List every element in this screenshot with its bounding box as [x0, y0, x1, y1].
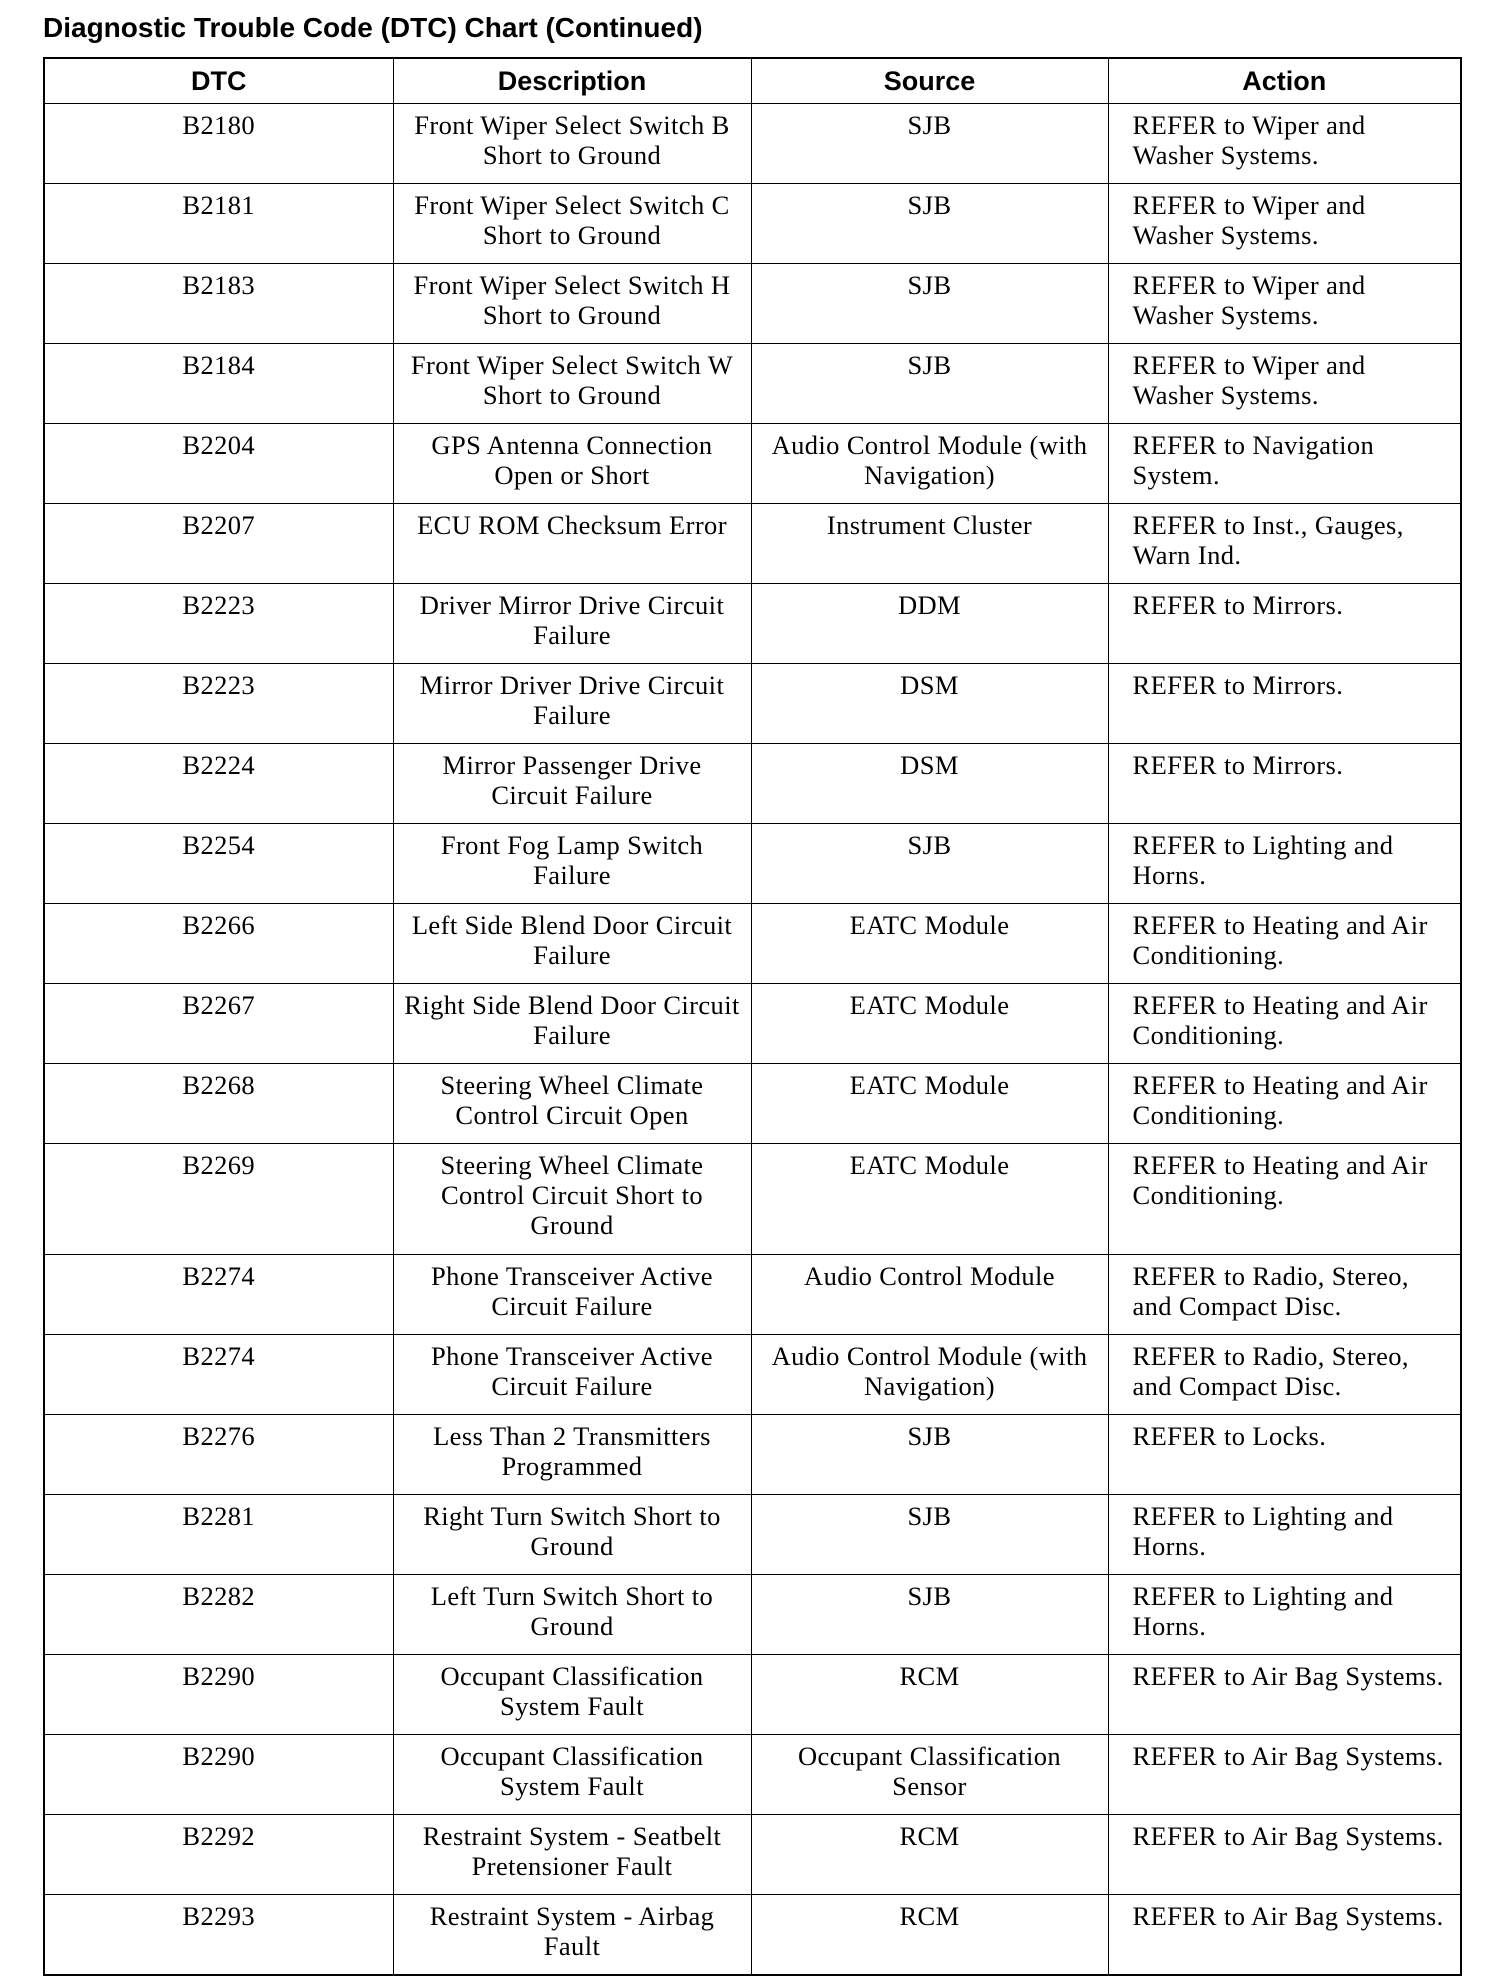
cell-dtc: B2267: [44, 984, 393, 1064]
cell-description: Mirror Driver Drive Circuit Failure: [393, 664, 751, 744]
cell-dtc: B2223: [44, 584, 393, 664]
table-row: [44, 344, 1461, 424]
cell-source: Occupant Classification Sensor: [751, 1735, 1108, 1815]
cell-dtc: B2183: [44, 264, 393, 344]
dtc-chart-table: [43, 57, 1462, 1976]
cell-source: SJB: [751, 104, 1108, 184]
table-row: [44, 1144, 1461, 1255]
cell-source: SJB: [751, 1415, 1108, 1495]
cell-action: REFER to Heating and Air Conditioning.: [1108, 984, 1461, 1064]
table-row: [44, 1735, 1461, 1815]
cell-description: Phone Transceiver Active Circuit Failure: [393, 1335, 751, 1415]
cell-dtc: B2180: [44, 104, 393, 184]
cell-action: REFER to Mirrors.: [1108, 664, 1461, 744]
cell-source: SJB: [751, 184, 1108, 264]
cell-source: Audio Control Module (with Navigation): [751, 1335, 1108, 1415]
cell-source: SJB: [751, 1495, 1108, 1575]
cell-source: Audio Control Module: [751, 1255, 1108, 1335]
cell-description: Occupant Classification System Fault: [393, 1735, 751, 1815]
cell-source: SJB: [751, 344, 1108, 424]
cell-dtc: B2276: [44, 1415, 393, 1495]
cell-description: Right Side Blend Door Circuit Failure: [393, 984, 751, 1064]
cell-action: REFER to Heating and Air Conditioning.: [1108, 904, 1461, 984]
table-row: [44, 584, 1461, 664]
cell-action: REFER to Wiper and Washer Systems.: [1108, 104, 1461, 184]
cell-source: EATC Module: [751, 1144, 1108, 1255]
table-row: [44, 1495, 1461, 1575]
cell-dtc: B2274: [44, 1255, 393, 1335]
cell-dtc: B2254: [44, 824, 393, 904]
cell-action: REFER to Wiper and Washer Systems.: [1108, 184, 1461, 264]
cell-dtc: B2184: [44, 344, 393, 424]
cell-action: REFER to Air Bag Systems.: [1108, 1895, 1461, 1976]
cell-source: EATC Module: [751, 904, 1108, 984]
table-row: [44, 1655, 1461, 1735]
cell-source: SJB: [751, 264, 1108, 344]
table-header: [44, 58, 1461, 104]
cell-dtc: B2269: [44, 1144, 393, 1255]
cell-dtc: B2281: [44, 1495, 393, 1575]
table-row: [44, 1895, 1461, 1976]
cell-description: Left Turn Switch Short to Ground: [393, 1575, 751, 1655]
table-row: [44, 1415, 1461, 1495]
cell-dtc: B2266: [44, 904, 393, 984]
cell-source: RCM: [751, 1815, 1108, 1895]
cell-action: REFER to Heating and Air Conditioning.: [1108, 1144, 1461, 1255]
cell-description: Phone Transceiver Active Circuit Failure: [393, 1255, 751, 1335]
cell-source: Instrument Cluster: [751, 504, 1108, 584]
column-header-action: Action: [1108, 58, 1461, 104]
table-row: [44, 184, 1461, 264]
cell-description: Less Than 2 Transmitters Programmed: [393, 1415, 751, 1495]
cell-dtc: B2181: [44, 184, 393, 264]
cell-description: Front Wiper Select Switch B Short to Ground: [393, 104, 751, 184]
cell-dtc: B2268: [44, 1064, 393, 1144]
cell-action: REFER to Navigation System.: [1108, 424, 1461, 504]
cell-dtc: B2292: [44, 1815, 393, 1895]
cell-action: REFER to Wiper and Washer Systems.: [1108, 264, 1461, 344]
cell-dtc: B2290: [44, 1735, 393, 1815]
table-row: [44, 264, 1461, 344]
cell-action: REFER to Lighting and Horns.: [1108, 824, 1461, 904]
cell-action: REFER to Inst., Gauges, Warn Ind.: [1108, 504, 1461, 584]
column-header-dtc: DTC: [44, 58, 393, 104]
cell-dtc: B2274: [44, 1335, 393, 1415]
table-row: [44, 744, 1461, 824]
column-header-source: Source: [751, 58, 1108, 104]
cell-description: Right Turn Switch Short to Ground: [393, 1495, 751, 1575]
cell-action: REFER to Wiper and Washer Systems.: [1108, 344, 1461, 424]
table-body: [44, 104, 1461, 1976]
cell-description: Mirror Passenger Drive Circuit Failure: [393, 744, 751, 824]
cell-action: REFER to Mirrors.: [1108, 744, 1461, 824]
cell-description: Left Side Blend Door Circuit Failure: [393, 904, 751, 984]
cell-description: Front Wiper Select Switch H Short to Ground: [393, 264, 751, 344]
table-row: [44, 424, 1461, 504]
cell-action: REFER to Air Bag Systems.: [1108, 1735, 1461, 1815]
table-row: [44, 1815, 1461, 1895]
table-row: [44, 1255, 1461, 1335]
cell-action: REFER to Air Bag Systems.: [1108, 1815, 1461, 1895]
cell-action: REFER to Locks.: [1108, 1415, 1461, 1495]
cell-source: RCM: [751, 1655, 1108, 1735]
table-row: [44, 824, 1461, 904]
cell-source: SJB: [751, 1575, 1108, 1655]
table-row: [44, 664, 1461, 744]
cell-action: REFER to Mirrors.: [1108, 584, 1461, 664]
cell-action: REFER to Heating and Air Conditioning.: [1108, 1064, 1461, 1144]
cell-description: Restraint System - Seatbelt Pretensioner Fault: [393, 1815, 751, 1895]
cell-dtc: B2290: [44, 1655, 393, 1735]
cell-description: Occupant Classification System Fault: [393, 1655, 751, 1735]
cell-description: Front Fog Lamp Switch Failure: [393, 824, 751, 904]
cell-source: DDM: [751, 584, 1108, 664]
cell-source: DSM: [751, 664, 1108, 744]
cell-dtc: B2204: [44, 424, 393, 504]
cell-description: Restraint System - Airbag Fault: [393, 1895, 751, 1976]
cell-action: REFER to Lighting and Horns.: [1108, 1495, 1461, 1575]
cell-dtc: B2207: [44, 504, 393, 584]
cell-source: DSM: [751, 744, 1108, 824]
table-row: [44, 504, 1461, 584]
table-row: [44, 984, 1461, 1064]
cell-description: Steering Wheel Climate Control Circuit Open: [393, 1064, 751, 1144]
cell-action: REFER to Radio, Stereo, and Compact Disc.: [1108, 1255, 1461, 1335]
cell-dtc: B2282: [44, 1575, 393, 1655]
cell-description: Front Wiper Select Switch W Short to Ground: [393, 344, 751, 424]
cell-dtc: B2224: [44, 744, 393, 824]
cell-description: GPS Antenna Connection Open or Short: [393, 424, 751, 504]
cell-description: Front Wiper Select Switch C Short to Ground: [393, 184, 751, 264]
cell-source: EATC Module: [751, 1064, 1108, 1144]
cell-source: RCM: [751, 1895, 1108, 1976]
cell-description: ECU ROM Checksum Error: [393, 504, 751, 584]
cell-dtc: B2293: [44, 1895, 393, 1976]
cell-source: EATC Module: [751, 984, 1108, 1064]
cell-dtc: B2223: [44, 664, 393, 744]
cell-action: REFER to Air Bag Systems.: [1108, 1655, 1461, 1735]
table-row: [44, 104, 1461, 184]
cell-action: REFER to Lighting and Horns.: [1108, 1575, 1461, 1655]
table-row: [44, 1064, 1461, 1144]
table-row: [44, 1575, 1461, 1655]
column-header-description: Description: [393, 58, 751, 104]
cell-description: Driver Mirror Drive Circuit Failure: [393, 584, 751, 664]
table-row: [44, 904, 1461, 984]
page-title: Diagnostic Trouble Code (DTC) Chart (Continued): [43, 12, 703, 43]
cell-action: REFER to Radio, Stereo, and Compact Disc.: [1108, 1335, 1461, 1415]
cell-source: Audio Control Module (with Navigation): [751, 424, 1108, 504]
cell-source: SJB: [751, 824, 1108, 904]
cell-description: Steering Wheel Climate Control Circuit Short to Ground: [393, 1144, 751, 1255]
table-row: [44, 1335, 1461, 1415]
header-row: [44, 58, 1461, 104]
